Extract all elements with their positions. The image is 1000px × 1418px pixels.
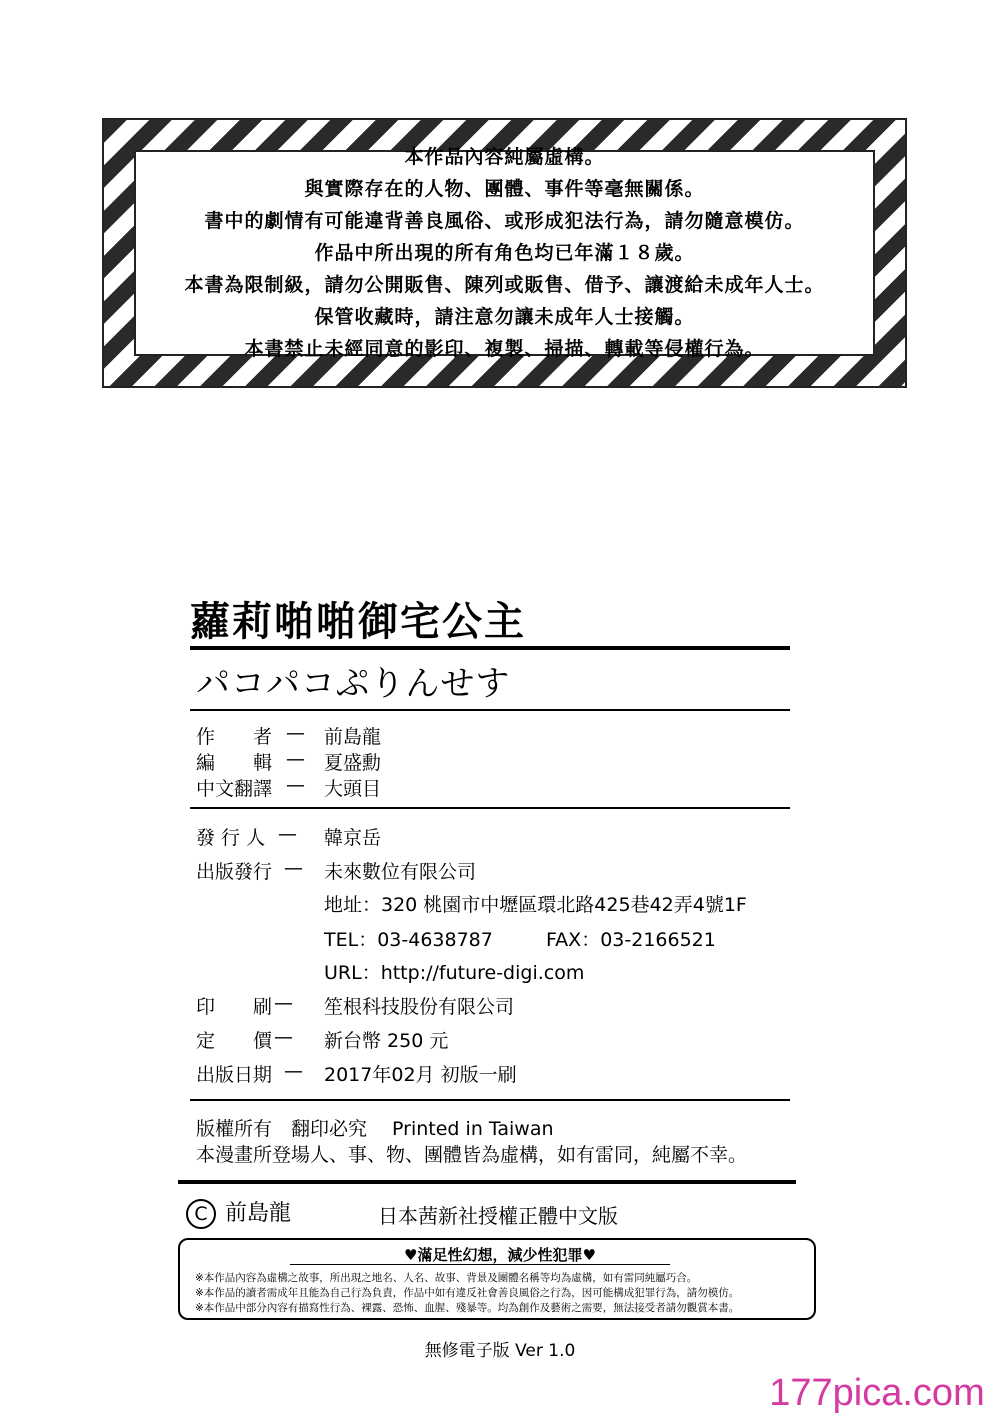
credit-dash: — (286, 748, 305, 770)
copyright-line (186, 1196, 291, 1229)
credits-divider (190, 807, 790, 809)
book-subtitle: パコパコぷりんせす (196, 664, 511, 704)
publisher-fax: FAX：03-2166521 (546, 929, 716, 951)
warning-box (102, 118, 907, 388)
credit-dash: — (286, 774, 305, 796)
site-watermark: 177pica.com (754, 1369, 1000, 1418)
pub-label: 出版日期 (196, 1064, 273, 1086)
pub-value: 新台幣 250 元 (324, 1030, 449, 1052)
notice-heading: ♥滿足性幻想，減少性犯罪♥ (404, 1246, 596, 1264)
pub-dash: — (284, 1060, 303, 1082)
pub-dash: — (284, 857, 303, 879)
rights-divider (178, 1180, 796, 1184)
rights-line-1: 版權所有 翻印必究 Printed in Taiwan (196, 1118, 554, 1140)
publisher-address: 地址：320 桃園市中壢區環北路425巷42弄4號1F (324, 894, 747, 916)
copyright-holder: 前島龍 (225, 1201, 292, 1226)
warning-line: 保管收藏時，請注意勿讓未成年人士接觸。 (314, 306, 695, 328)
title-divider (190, 646, 790, 650)
pub-dash: — (274, 992, 293, 1014)
pub-label: 印 刷 (196, 996, 273, 1018)
credit-value: 前島龍 (324, 726, 382, 748)
rights-line-2: 本漫畫所登場人、事、物、團體皆為虛構，如有雷同，純屬不幸。 (196, 1144, 748, 1166)
credit-label: 作 者 (196, 726, 273, 748)
warning-line: 作品中所出現的所有角色均已年滿１８歲。 (314, 242, 695, 264)
notice-line: ※本作品的讀者需成年且能為自己行為負責，作品中如有違反社會善良風俗之行為，因可能構成犯罪行為，請勿模仿。 (195, 1287, 740, 1299)
warning-line: 本作品內容純屬虛構。 (404, 146, 605, 168)
publisher-divider (190, 1099, 790, 1101)
warning-line: 本書為限制級，請勿公開販售、陳列或販售、借予、讓渡給未成年人士。 (184, 274, 825, 296)
credit-label: 中文翻譯 (196, 778, 273, 800)
license-text: 日本茜新社授權正體中文版 (378, 1204, 618, 1228)
warning-line: 書中的劇情有可能違背善良風俗、或形成犯法行為，請勿隨意模仿。 (204, 210, 805, 232)
credit-dash: — (286, 722, 305, 744)
notice-heading-underline (290, 1264, 670, 1265)
publisher-tel: TEL：03-4638787 (324, 929, 493, 951)
pub-dash: — (274, 1026, 293, 1048)
credit-value: 夏盛勳 (324, 752, 382, 774)
pub-label: 出版發行 (196, 861, 273, 883)
notice-line: ※本作品中部分內容有描寫性行為、裸露、恐怖、血腥、殘暴等。均為創作及藝術之需要，無法接受者請勿觀賞本書。 (195, 1302, 740, 1314)
warning-line: 本書禁止未經同意的影印、複製、掃描、轉載等侵權行為。 (244, 338, 765, 360)
publisher-url[interactable]: URL：http://future-digi.com (324, 962, 585, 984)
credit-value: 大頭目 (324, 778, 382, 800)
pub-value: 未來數位有限公司 (324, 861, 477, 883)
pub-value: 笙根科技股份有限公司 (324, 996, 515, 1018)
subtitle-divider (190, 709, 790, 711)
pub-label: 發 行 人 (196, 827, 266, 849)
warning-line: 與實際存在的人物、團體、事件等毫無關係。 (304, 178, 705, 200)
warning-text-panel (134, 146, 875, 360)
credit-label: 編 輯 (196, 752, 273, 774)
pub-label: 定 價 (196, 1030, 273, 1052)
pub-value: 韓京岳 (324, 827, 382, 849)
notice-line: ※本作品內容為虛構之故事，所出現之地名、人名、故事、背景及團體名稱等均為虛構，如有雷同純屬巧合。 (195, 1272, 698, 1284)
pub-value: 2017年02月 初版一刷 (324, 1064, 517, 1086)
copyright-icon: C (186, 1199, 216, 1229)
book-title: 蘿莉啪啪御宅公主 (190, 599, 526, 645)
pub-dash: — (278, 823, 297, 845)
edition-version: 無修電子版 Ver 1.0 (424, 1341, 576, 1361)
